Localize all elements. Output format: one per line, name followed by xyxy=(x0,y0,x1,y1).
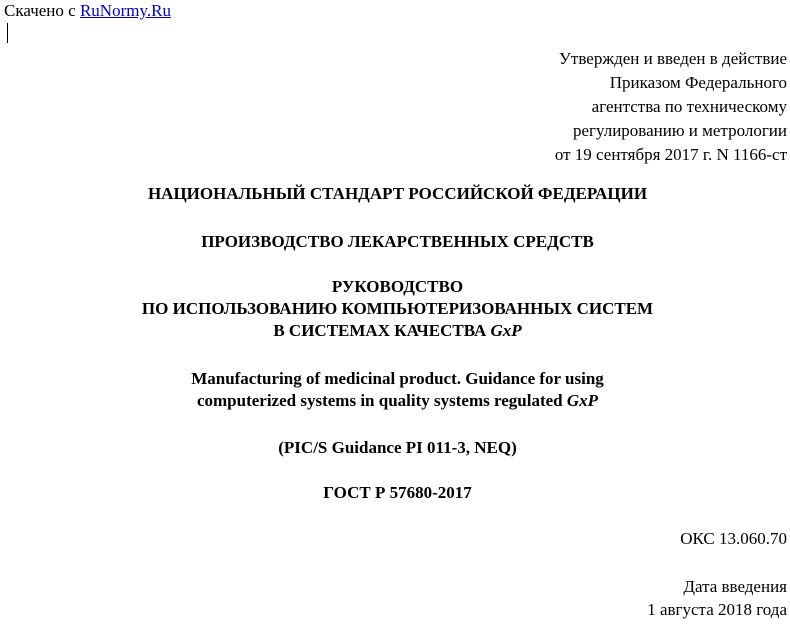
english-title xyxy=(0,368,790,412)
approval-line-1: Утвержден и введен в действие xyxy=(558,49,787,68)
intro-date-value: 1 августа 2018 года xyxy=(647,600,787,619)
oks-code: ОКС 13.060.70 xyxy=(680,529,787,548)
intro-date-label: Дата введения xyxy=(683,577,787,596)
english-title-line-2-text: computerized systems in quality systems regulated xyxy=(196,391,567,410)
standard-type-heading: НАЦИОНАЛЬНЫЙ СТАНДАРТ РОССИЙСКОЙ ФЕДЕРАЦИИ xyxy=(147,184,648,203)
english-title-line-2 xyxy=(0,390,790,412)
main-title xyxy=(0,276,790,342)
english-title-gxp: GxP xyxy=(566,391,599,410)
field-title: ПРОИЗВОДСТВО ЛЕКАРСТВЕННЫХ СРЕДСТВ xyxy=(201,232,594,251)
approval-line-3: агентства по техническому xyxy=(591,97,787,116)
reference-note: (PIC/S Guidance PI 011-3, NEQ) xyxy=(278,438,517,457)
text-cursor xyxy=(7,23,8,43)
main-title-line-3-text: В СИСТЕМАХ КАЧЕСТВА xyxy=(273,321,491,340)
source-link[interactable]: RuNormy.Ru xyxy=(79,1,171,20)
english-title-line-1: Manufacturing of medicinal product. Guidance for using xyxy=(191,369,604,388)
main-title-line-2: ПО ИСПОЛЬЗОВАНИЮ КОМПЬЮТЕРИЗОВАННЫХ СИСТЕМ xyxy=(141,299,654,318)
standard-designation: ГОСТ Р 57680-2017 xyxy=(323,483,472,502)
main-title-gxp: GxP xyxy=(490,321,522,340)
intro-date-block xyxy=(647,575,787,621)
main-title-line-1: РУКОВОДСТВО xyxy=(331,277,464,296)
approval-line-4: регулированию и метрологии xyxy=(572,121,787,140)
main-title-line-3 xyxy=(0,320,790,342)
source-prefix: Скачено с xyxy=(4,1,80,20)
source-line xyxy=(4,0,171,21)
approval-line-2: Приказом Федерального xyxy=(609,73,787,92)
approval-line-5: от 19 сентября 2017 г. N 1166-ст xyxy=(554,145,787,164)
approval-block xyxy=(555,47,787,167)
